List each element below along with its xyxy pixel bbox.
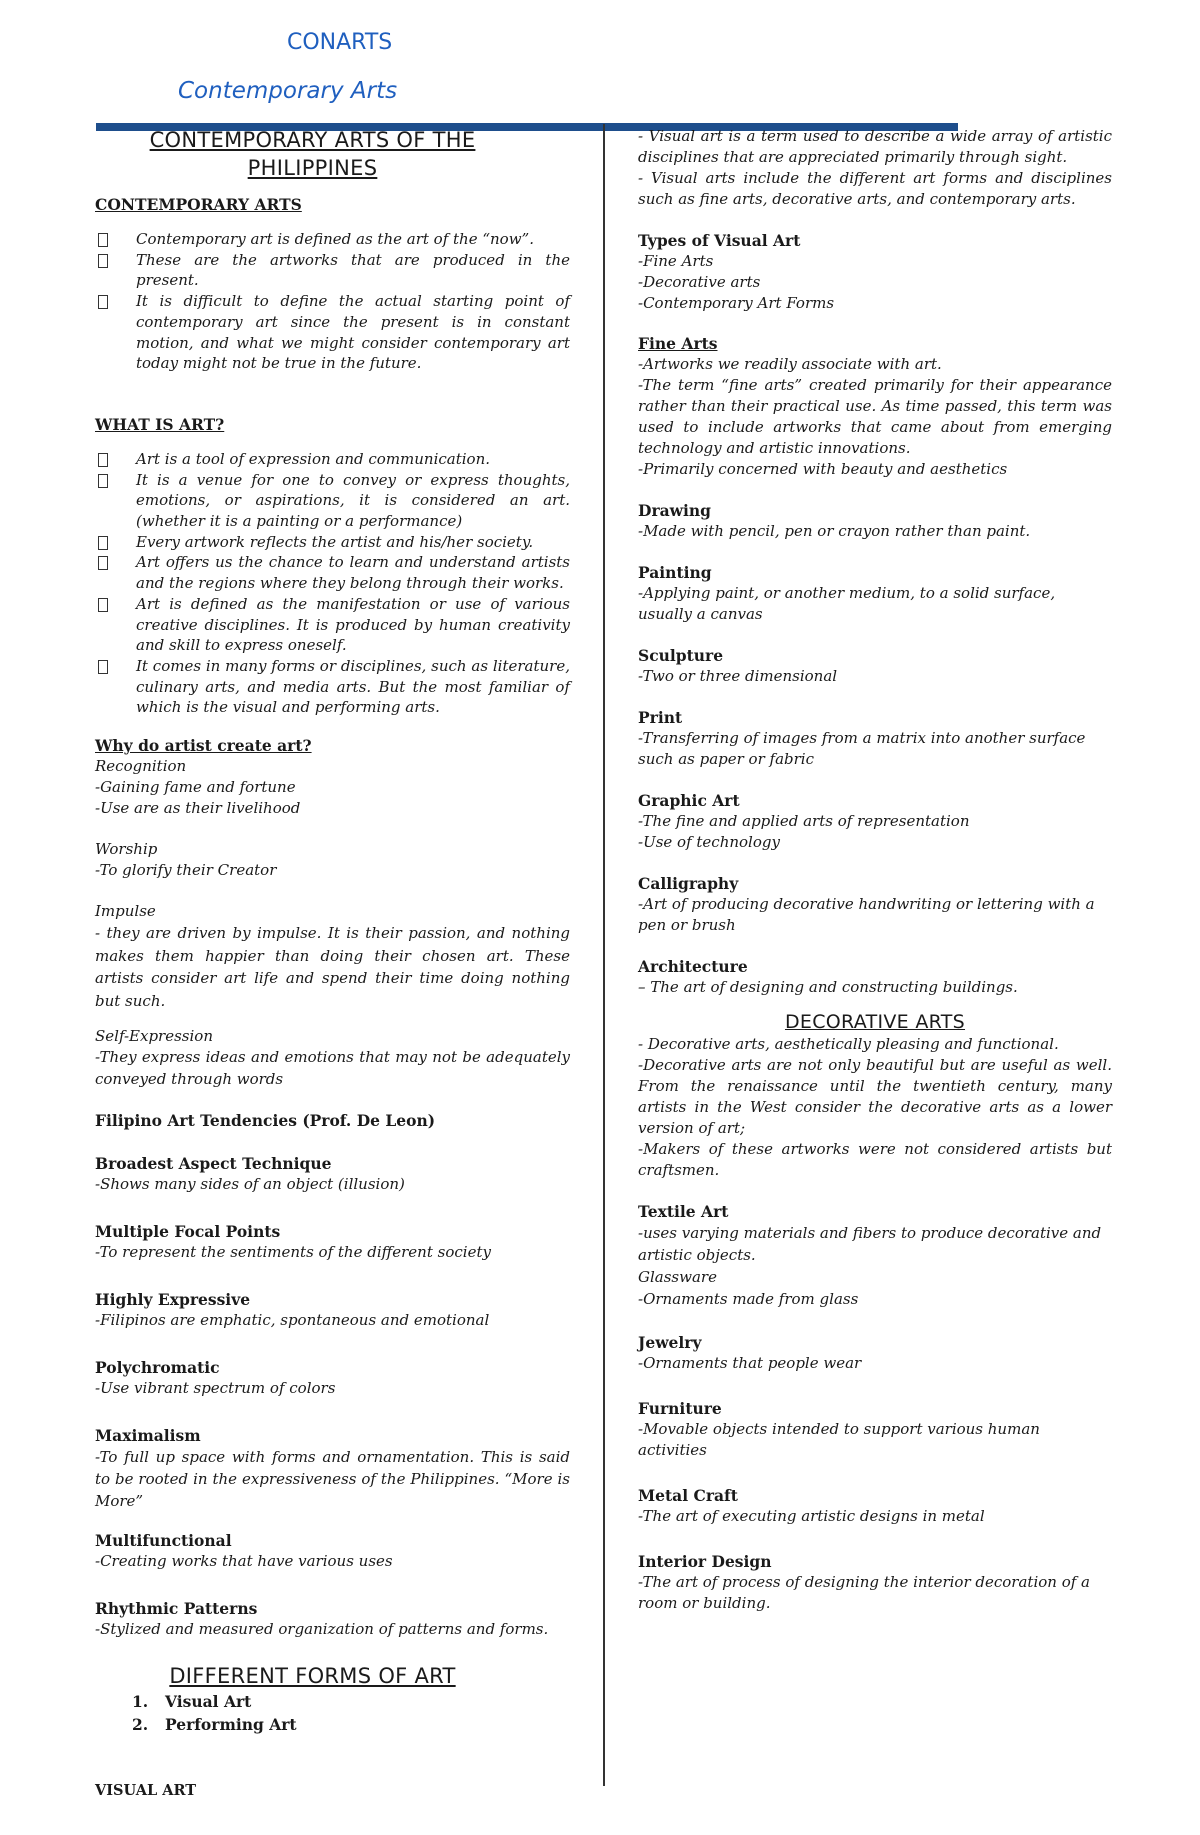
fine-art-title: Calligraphy (638, 874, 739, 893)
tendency-desc: -Shows many sides of an object (illusion) (95, 1175, 405, 1194)
fine-art-desc: -Use of technology (638, 833, 780, 851)
tendency-item (95, 1289, 570, 1331)
tendency-title: Rhythmic Patterns (95, 1599, 258, 1619)
impulse-text: - they are driven by impulse. It is their passion, and nothing makes them happier than doing their chosen art. These artists consider art life and spend their time doing nothing but such. (95, 924, 570, 1010)
deco-title: Metal Craft (638, 1486, 738, 1505)
worship-title: Worship (95, 840, 158, 859)
tendency-title: Highly Expressive (95, 1290, 251, 1310)
bullet-box-icon (98, 660, 108, 674)
tendency-desc: -Stylized and measured organization of patterns and forms. (95, 1620, 549, 1639)
section-heading-what-is-art: WHAT IS ART? (95, 414, 225, 434)
list-item: It comes in many forms or disciplines, such as literature, culinary arts, and media arts. But the most familiar of which is the visual and performing arts. (95, 656, 570, 718)
bullet-box-icon (98, 474, 108, 488)
bullet-box-icon (98, 556, 108, 570)
types-heading: Types of Visual Art (638, 231, 801, 250)
list-item: Contemporary art is defined as the art of the “now”. (95, 229, 570, 250)
fine-art-title: Drawing (638, 501, 711, 520)
forms-list (95, 1690, 570, 1736)
list-item: 1. Visual Art (132, 1692, 252, 1712)
deco-title: Furniture (638, 1399, 722, 1418)
fine-art-item (638, 707, 1112, 770)
tendency-title: Multifunctional (95, 1531, 232, 1551)
left-column (95, 126, 570, 1801)
tendency-title: Maximalism (95, 1426, 201, 1446)
list-item: It is difficult to define the actual starting point of contemporary art since the present is in constant motion, and what we might consider contemporary art today might not be true in the future. (95, 291, 570, 374)
deco-desc: -Movable objects intended to support various human activities (638, 1420, 1040, 1459)
intro-paragraph: - Visual art is a term used to describe a wide array of artistic disciplines that are appreciated primarily through sight. (638, 127, 1112, 166)
fine-art-title: Sculpture (638, 646, 724, 665)
tendency-desc: -Creating works that have various uses (95, 1552, 393, 1571)
deco-desc: -Ornaments that people wear (638, 1354, 862, 1372)
deco-item (638, 1332, 1112, 1374)
recognition-line: -Use are as their livelihood (95, 799, 301, 818)
list-item: Art offers us the chance to learn and understand artists and the regions where they belong through their works. (95, 552, 570, 593)
tendency-item (95, 1530, 570, 1572)
fine-art-item (638, 956, 1112, 998)
types-item: -Fine Arts (638, 252, 714, 270)
fine-art-desc: -The fine and applied arts of representation (638, 812, 970, 830)
fine-art-title: Print (638, 708, 683, 727)
tendency-desc: -Use vibrant spectrum of colors (95, 1379, 336, 1398)
fine-arts-line: -Artworks we readily associate with art. (638, 355, 942, 373)
fine-art-desc: -Art of producing decorative handwriting or lettering with a pen or brush (638, 895, 1095, 934)
bullet-box-icon (98, 453, 108, 467)
decorative-line: - Decorative arts, aesthetically pleasing and functional. (638, 1035, 1059, 1053)
decorative-arts-heading: DECORATIVE ARTS (784, 1011, 966, 1033)
decorative-line: -Decorative arts are not only beautiful but are useful as well. From the renaissance until the twentieth century, many artists in the West consider the decorative arts as a lower version of art; (638, 1056, 1112, 1137)
tendency-item (95, 1425, 570, 1512)
document-title: CONARTS (287, 30, 393, 55)
visual-art-label: VISUAL ART (95, 1782, 197, 1800)
fine-art-desc: -Applying paint, or another medium, to a solid surface, usually a canvas (638, 584, 1056, 623)
forms-heading: DIFFERENT FORMS OF ART (169, 1664, 456, 1689)
contemporary-arts-bullets (95, 229, 570, 374)
recognition-title: Recognition (95, 757, 187, 776)
deco-desc: -uses varying materials and fibers to produce decorative and artistic objects. (638, 1224, 1102, 1264)
fine-art-item (638, 873, 1112, 936)
fine-art-item (638, 645, 1112, 687)
intro-paragraph: - Visual arts include the different art forms and disciplines such as fine arts, decorative arts, and contemporary arts. (638, 169, 1112, 208)
fine-art-desc: -Transferring of images from a matrix into another surface such as paper or fabric (638, 729, 1086, 768)
fine-art-title: Painting (638, 563, 712, 582)
list-item: Art is defined as the manifestation or use of various creative disciplines. It is produced by human creativity and skill to express oneself. (95, 594, 570, 656)
section-heading-contemporary-arts: CONTEMPORARY ARTS (95, 195, 302, 214)
tendency-title: Multiple Focal Points (95, 1222, 281, 1242)
fine-art-desc: – The art of designing and constructing buildings. (638, 978, 1018, 996)
decorative-line: -Makers of these artworks were not considered artists but craftsmen. (638, 1140, 1112, 1179)
tendency-title: Polychromatic (95, 1358, 220, 1378)
deco-subtitle: Glassware (638, 1268, 717, 1286)
deco-item (638, 1485, 1112, 1527)
section-heading-why-create-art: Why do artist create art? (95, 736, 312, 756)
list-item: Every artwork reflects the artist and his/her society. (95, 532, 570, 553)
fine-arts-line: -Primarily concerned with beauty and aesthetics (638, 460, 1008, 478)
fine-art-item (638, 500, 1112, 542)
tendencies-heading: Filipino Art Tendencies (Prof. De Leon) (95, 1111, 436, 1131)
self-expression-title: Self-Expression (95, 1027, 213, 1046)
fine-art-desc: -Made with pencil, pen or crayon rather than paint. (638, 522, 1031, 540)
fine-art-title: Architecture (638, 957, 748, 976)
fine-art-title: Graphic Art (638, 791, 740, 810)
fine-art-item (638, 790, 1112, 853)
fine-art-desc: -Two or three dimensional (638, 667, 838, 685)
bullet-box-icon (98, 254, 108, 268)
list-item: 2. Performing Art (132, 1715, 297, 1735)
worship-line: -To glorify their Creator (95, 861, 277, 880)
deco-title: Textile Art (638, 1202, 729, 1221)
column-divider (603, 124, 605, 1786)
tendency-desc: -Filipinos are emphatic, spontaneous and emotional (95, 1311, 490, 1330)
tendency-desc: -To represent the sentiments of the different society (95, 1243, 491, 1262)
bullet-box-icon (98, 233, 108, 247)
self-expression-text: -They express ideas and emotions that may not be adequately conveyed through words (95, 1048, 570, 1088)
fine-arts-heading: Fine Arts (638, 334, 718, 353)
list-item: It is a venue for one to convey or express thoughts, emotions, or aspirations, it is considered an art. (whether it is a painting or a performance) (95, 470, 570, 532)
what-is-art-bullets (95, 449, 570, 718)
fine-art-item (638, 562, 1112, 625)
list-item: Art is a tool of expression and communication. (95, 449, 570, 470)
deco-desc: -The art of executing artistic designs in metal (638, 1507, 985, 1525)
deco-desc: -Ornaments made from glass (638, 1290, 859, 1308)
deco-title: Jewelry (638, 1333, 702, 1352)
deco-item (638, 1398, 1112, 1461)
bullet-box-icon (98, 536, 108, 550)
deco-desc: -The art of process of designing the interior decoration of a room or building. (638, 1573, 1090, 1612)
types-item: -Contemporary Art Forms (638, 294, 835, 312)
tendency-item (95, 1221, 570, 1263)
deco-item (638, 1201, 1112, 1310)
list-item: These are the artworks that are produced in the present. (95, 250, 570, 291)
deco-title: Interior Design (638, 1552, 772, 1571)
fine-arts-line: -The term “fine arts” created primarily for their appearance rather than their practical use. As time passed, this term was used to include artworks that came about from emerging technology and artistic innovations. (638, 376, 1112, 457)
impulse-title: Impulse (95, 902, 156, 921)
tendency-item (95, 1357, 570, 1399)
bullet-box-icon (98, 598, 108, 612)
tendency-item (95, 1153, 570, 1195)
right-column (638, 126, 1112, 1614)
main-heading: CONTEMPORARY ARTS OF THE PHILIPPINES (149, 128, 476, 180)
recognition-line: -Gaining fame and fortune (95, 778, 296, 797)
tendency-item (95, 1598, 570, 1640)
document-subtitle: Contemporary Arts (178, 78, 398, 104)
bullet-box-icon (98, 295, 108, 309)
tendency-desc: -To full up space with forms and ornamentation. This is said to be rooted in the expressiveness of the Philippines. “More is More” (95, 1448, 570, 1511)
deco-item (638, 1551, 1112, 1614)
tendency-title: Broadest Aspect Technique (95, 1154, 332, 1174)
types-item: -Decorative arts (638, 273, 761, 291)
